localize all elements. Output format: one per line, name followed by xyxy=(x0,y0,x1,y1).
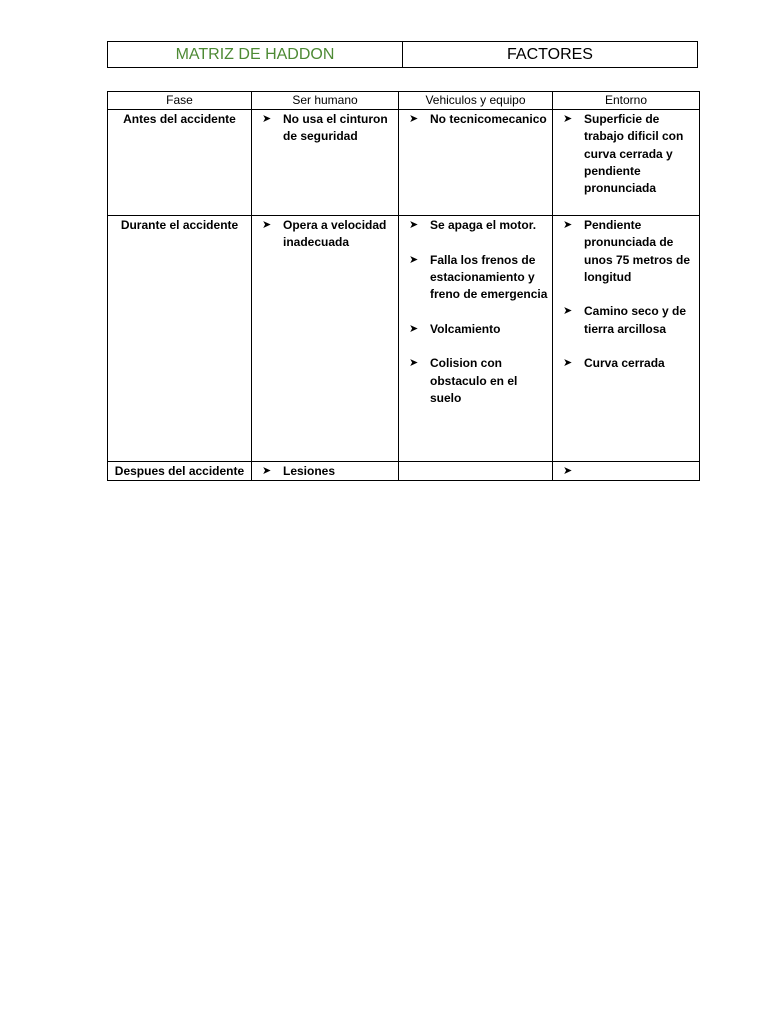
ser-humano-list xyxy=(252,110,398,146)
cell-entorno xyxy=(553,216,700,462)
arrowhead-bullet-icon: ➤ xyxy=(409,219,419,231)
list-item xyxy=(553,303,695,338)
arrowhead-bullet-icon: ➤ xyxy=(262,219,272,231)
list-item-text: Colision con obstaculo en el suelo xyxy=(430,356,518,405)
arrowhead-bullet-icon: ➤ xyxy=(409,322,419,335)
matrix-title: MATRIZ DE HADDON xyxy=(108,42,403,68)
cell-vehiculos xyxy=(399,216,553,462)
list-item-text: Opera a velocidad inadecuada xyxy=(283,218,387,250)
list-item xyxy=(399,217,548,234)
list-item xyxy=(399,355,548,407)
phase-label: Antes del accidente xyxy=(123,112,236,126)
matrix-body xyxy=(108,110,700,481)
ser-humano-list xyxy=(252,216,398,252)
list-item-text: Volcamiento xyxy=(430,321,501,336)
arrowhead-bullet-icon: ➤ xyxy=(409,113,419,125)
list-item xyxy=(399,321,548,338)
column-header-fase: Fase xyxy=(108,92,252,110)
arrowhead-bullet-icon: ➤ xyxy=(409,253,419,266)
phase-cell xyxy=(108,216,252,462)
column-header-vehiculos: Vehiculos y equipo xyxy=(399,92,553,110)
cell-ser-humano xyxy=(252,462,399,481)
cell-ser-humano xyxy=(252,110,399,216)
column-header-ser-humano: Ser humano xyxy=(252,92,399,110)
cell-vehiculos xyxy=(399,110,553,216)
list-item-text: Pendiente pronunciada de unos 75 metros de longitud xyxy=(584,218,691,284)
arrowhead-bullet-icon: ➤ xyxy=(563,305,573,318)
list-item-text: Superficie de trabajo dificil con curva cerrada y pendiente pronunciada xyxy=(584,112,684,196)
list-item xyxy=(399,111,548,128)
row-durante-el-accidente xyxy=(108,216,700,462)
factors-heading: FACTORES xyxy=(403,42,698,68)
header-row xyxy=(108,42,698,68)
arrowhead-bullet-icon: ➤ xyxy=(563,113,573,125)
row-antes-del-accidente xyxy=(108,110,700,216)
entorno-list xyxy=(553,110,699,197)
phase-label: Despues del accidente xyxy=(114,464,245,478)
list-item xyxy=(252,463,394,480)
column-header-row xyxy=(108,92,700,110)
haddon-matrix-table xyxy=(107,91,700,481)
header-table xyxy=(107,41,698,68)
list-item-text: Lesiones xyxy=(283,464,336,478)
list-item xyxy=(553,111,695,197)
arrowhead-bullet-icon: ➤ xyxy=(409,357,419,370)
arrowhead-bullet-icon: ➤ xyxy=(262,465,272,477)
list-item xyxy=(252,111,394,146)
vehiculos-list xyxy=(399,216,552,407)
entorno-list xyxy=(553,216,699,373)
arrowhead-bullet-icon: ➤ xyxy=(563,219,573,231)
list-item-text: Curva cerrada xyxy=(584,356,665,371)
list-item-text: No usa el cinturon de seguridad xyxy=(283,112,388,144)
arrowhead-bullet-icon: ➤ xyxy=(262,113,272,125)
cell-vehiculos xyxy=(399,462,553,481)
arrowhead-bullet-icon: ➤ xyxy=(563,465,573,477)
list-item xyxy=(553,355,695,372)
list-item-text: Falla los frenos de estacionamiento y freno de emergencia xyxy=(430,252,548,302)
row-despues-del-accidente xyxy=(108,462,700,481)
list-item-text: Camino seco y de tierra arcillosa xyxy=(584,304,687,336)
cell-entorno xyxy=(553,110,700,216)
phase-cell xyxy=(108,110,252,216)
ser-humano-list xyxy=(252,462,398,480)
cell-entorno xyxy=(553,462,700,481)
list-item xyxy=(553,217,695,286)
arrowhead-bullet-icon: ➤ xyxy=(563,357,573,370)
cell-ser-humano xyxy=(252,216,399,462)
column-header-entorno: Entorno xyxy=(553,92,700,110)
phase-label: Durante el accidente xyxy=(120,218,239,232)
list-item xyxy=(399,252,548,304)
vehiculos-list xyxy=(399,110,552,128)
list-item-text: Se apaga el motor. xyxy=(430,218,537,232)
phase-cell xyxy=(108,462,252,481)
entorno-list xyxy=(553,462,699,477)
list-item-text: No tecnicomecanico xyxy=(430,112,547,126)
list-item xyxy=(252,217,394,252)
